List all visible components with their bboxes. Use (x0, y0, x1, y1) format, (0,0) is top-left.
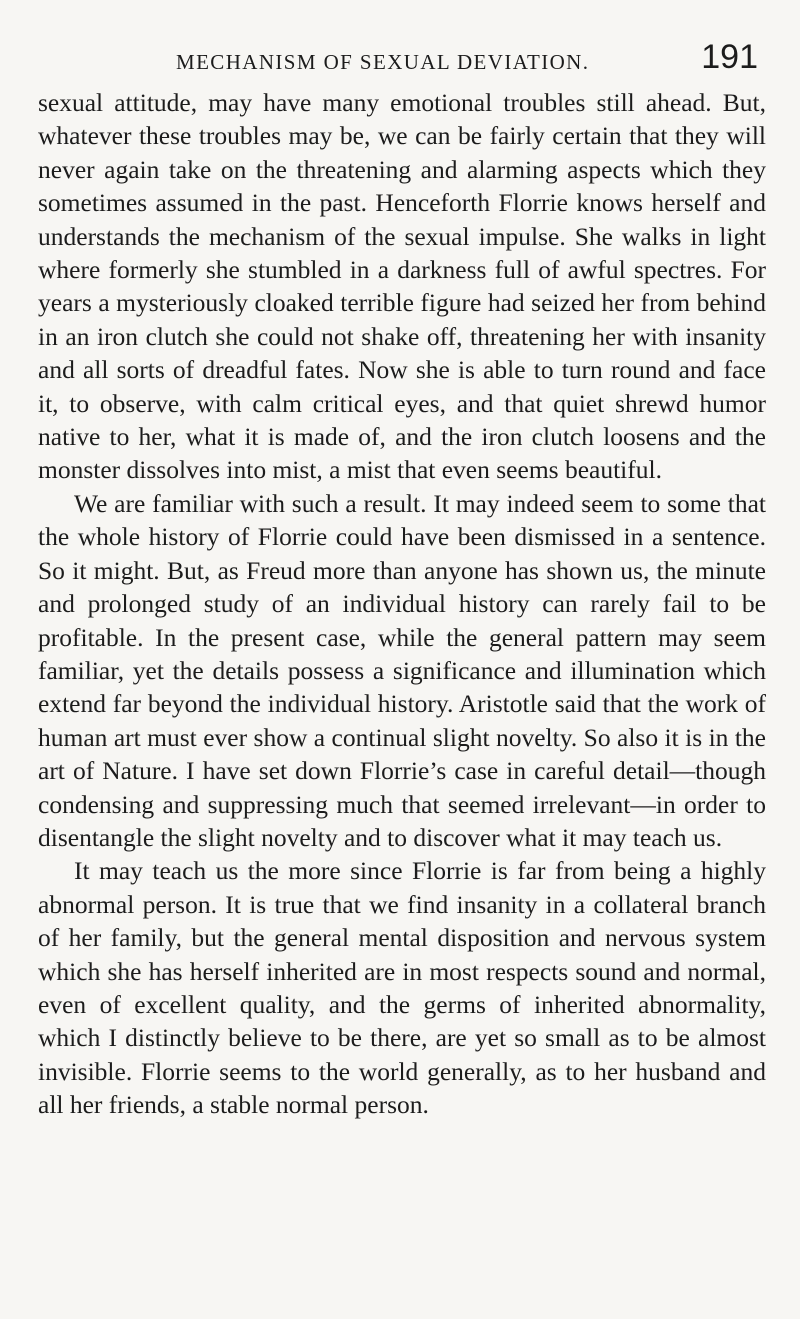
paragraph-continued: sexual attitude, may have many emotional troubles still ahead. But, whatever these troubles may be, we can be fairly certain that they will never again take on the threatening and alarming aspects which they sometimes assumed in the past. Henceforth Florrie knows herself and understands the mechanism of the sexual impulse. She walks in light where formerly she stumbled in a darkness full of awful spectres. For years a mysteriously cloaked terrible figure had seized her from behind in an iron clutch she could not shake off, threatening her with insanity and all sorts of dreadful fates. Now she is able to turn round and face it, to observe, with calm critical eyes, and that quiet shrewd humor native to her, what it is made of, and the iron clutch loosens and the monster dissolves into mist, a mist that even seems beautiful. (38, 88, 766, 485)
body-text (38, 86, 766, 1122)
page-number: 191 (701, 38, 758, 76)
paragraph: We are familiar with such a result. It may indeed seem to some that the whole history of Florrie could have been dismissed in a sentence. So it might. But, as Freud more than anyone has shown us, the minute and prolonged study of an individual history can rarely fail to be profitable. In the present case, while the general pattern may seem familiar, yet the details possess a significance and illumination which extend far beyond the individual history. Aristotle said that the work of human art must ever show a continual slight novelty. So also it is in the art of Nature. I have set down Florrie’s case in careful detail—though condensing and suppressing much that seemed irrelevant—in order to disentangle the slight novelty and to discover what it may teach us. (38, 488, 766, 852)
page-header (0, 38, 800, 78)
paragraph: It may teach us the more since Florrie is far from being a highly abnormal person. It is true that we find insanity in a collateral branch of her family, but the general mental disposition and nervous system which she has herself inherited are in most respects sound and normal, even of excellent quality, and the germs of inherited abnormality, which I distinctly believe to be there, are yet so small as to be almost invisible. Florrie seems to the world generally, as to her husband and all her friends, a stable normal person. (38, 856, 766, 1120)
running-head: MECHANISM OF SEXUAL DEVIATION. (176, 50, 590, 74)
